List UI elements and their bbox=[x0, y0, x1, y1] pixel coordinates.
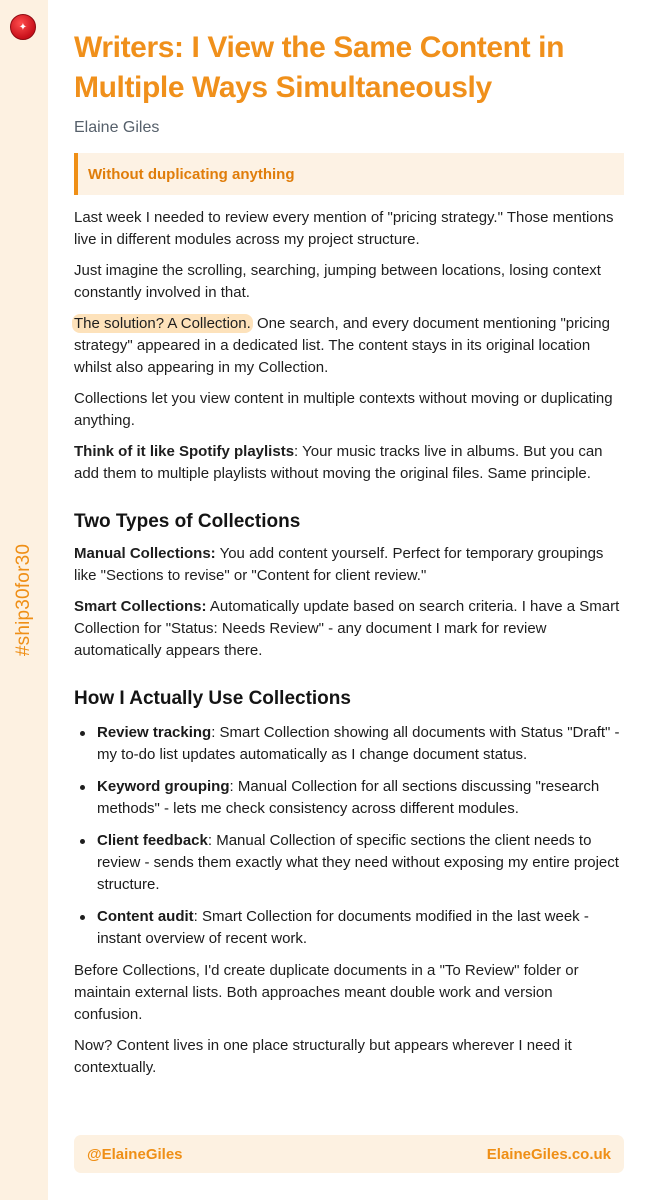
red-ball-logo-icon: ✦ bbox=[10, 14, 36, 40]
callout-text: Without duplicating anything bbox=[88, 165, 295, 183]
list-item-bold: Client feedback bbox=[97, 832, 208, 849]
subtitle-callout bbox=[74, 153, 624, 195]
manual-text: You add content yourself. Perfect for temporary groupings like "Sections to revise" or "Content for client review." bbox=[74, 545, 604, 584]
solution-paragraph bbox=[74, 313, 624, 379]
list-item bbox=[74, 830, 624, 896]
list-item-bold: Review tracking bbox=[97, 724, 212, 741]
manual-collections-paragraph bbox=[74, 543, 624, 587]
solution-text: One search, and every document mentioning "pricing strategy" appeared in a dedicated list. The content stays in its original location whilst also appearing in my Collection. bbox=[74, 315, 610, 376]
list-item-text: : Manual Collection for all sections discussing "research methods" - lets me check consistency across different modules. bbox=[97, 778, 600, 817]
side-rail bbox=[0, 0, 48, 1200]
footer-bar bbox=[74, 1135, 624, 1173]
smart-bold: Smart Collections: bbox=[74, 598, 207, 615]
intro-paragraph: Last week I needed to review every mention of "pricing strategy." Those mentions live in different modules across my project structure. bbox=[74, 209, 614, 248]
smart-collections-paragraph bbox=[74, 596, 624, 662]
list-item-bold: Content audit bbox=[97, 908, 194, 925]
author-handle-link[interactable]: @ElaineGiles bbox=[87, 1145, 183, 1163]
manual-bold: Manual Collections: bbox=[74, 545, 216, 562]
list-item-text: : Manual Collection of specific sections the client needs to review - sends them exactly what they need without exposing my entire project structure. bbox=[97, 832, 619, 893]
spotify-bold: Think of it like Spotify playlists bbox=[74, 443, 295, 460]
before-paragraph: Before Collections, I'd create duplicate documents in a "To Review" folder or maintain external lists. Both approaches meant double work and version confusion. bbox=[74, 962, 579, 1023]
ship30for30-tag: #ship30for30 bbox=[13, 543, 34, 657]
types-heading: Two Types of Collections bbox=[74, 511, 301, 532]
list-item-text: : Smart Collection for documents modified in the last week - instant overview of recent work. bbox=[97, 908, 589, 947]
smart-text: Automatically update based on search criteria. I have a Smart Collection for "Status: Needs Review" - any document I mark for review automatically appears there. bbox=[74, 598, 620, 659]
context-paragraph: Just imagine the scrolling, searching, jumping between locations, losing context constantly involved in that. bbox=[74, 262, 601, 301]
usage-heading: How I Actually Use Collections bbox=[74, 688, 351, 709]
list-item-text: : Smart Collection showing all documents with Status "Draft" - my to-do list updates automatically as I change document status. bbox=[97, 724, 620, 763]
now-paragraph: Now? Content lives in one place structurally but appears wherever I need it contextually. bbox=[74, 1037, 572, 1076]
article bbox=[74, 28, 624, 1079]
list-item bbox=[74, 722, 624, 766]
author-name: Elaine Giles bbox=[74, 119, 160, 136]
list-item bbox=[74, 776, 624, 820]
article-title: Writers: I View the Same Content in Multiple Ways Simultaneously bbox=[74, 31, 564, 104]
list-item bbox=[74, 906, 624, 950]
solution-highlight: The solution? A Collection. bbox=[74, 315, 251, 332]
usage-list bbox=[74, 722, 624, 950]
collections-paragraph: Collections let you view content in multiple contexts without moving or duplicating anything. bbox=[74, 390, 613, 429]
website-link[interactable]: ElaineGiles.co.uk bbox=[486, 1145, 611, 1163]
list-item-bold: Keyword grouping bbox=[97, 778, 230, 795]
spotify-text: : Your music tracks live in albums. But you can add them to multiple playlists without moving the original files. Same principle. bbox=[74, 443, 603, 482]
spotify-paragraph bbox=[74, 441, 624, 485]
